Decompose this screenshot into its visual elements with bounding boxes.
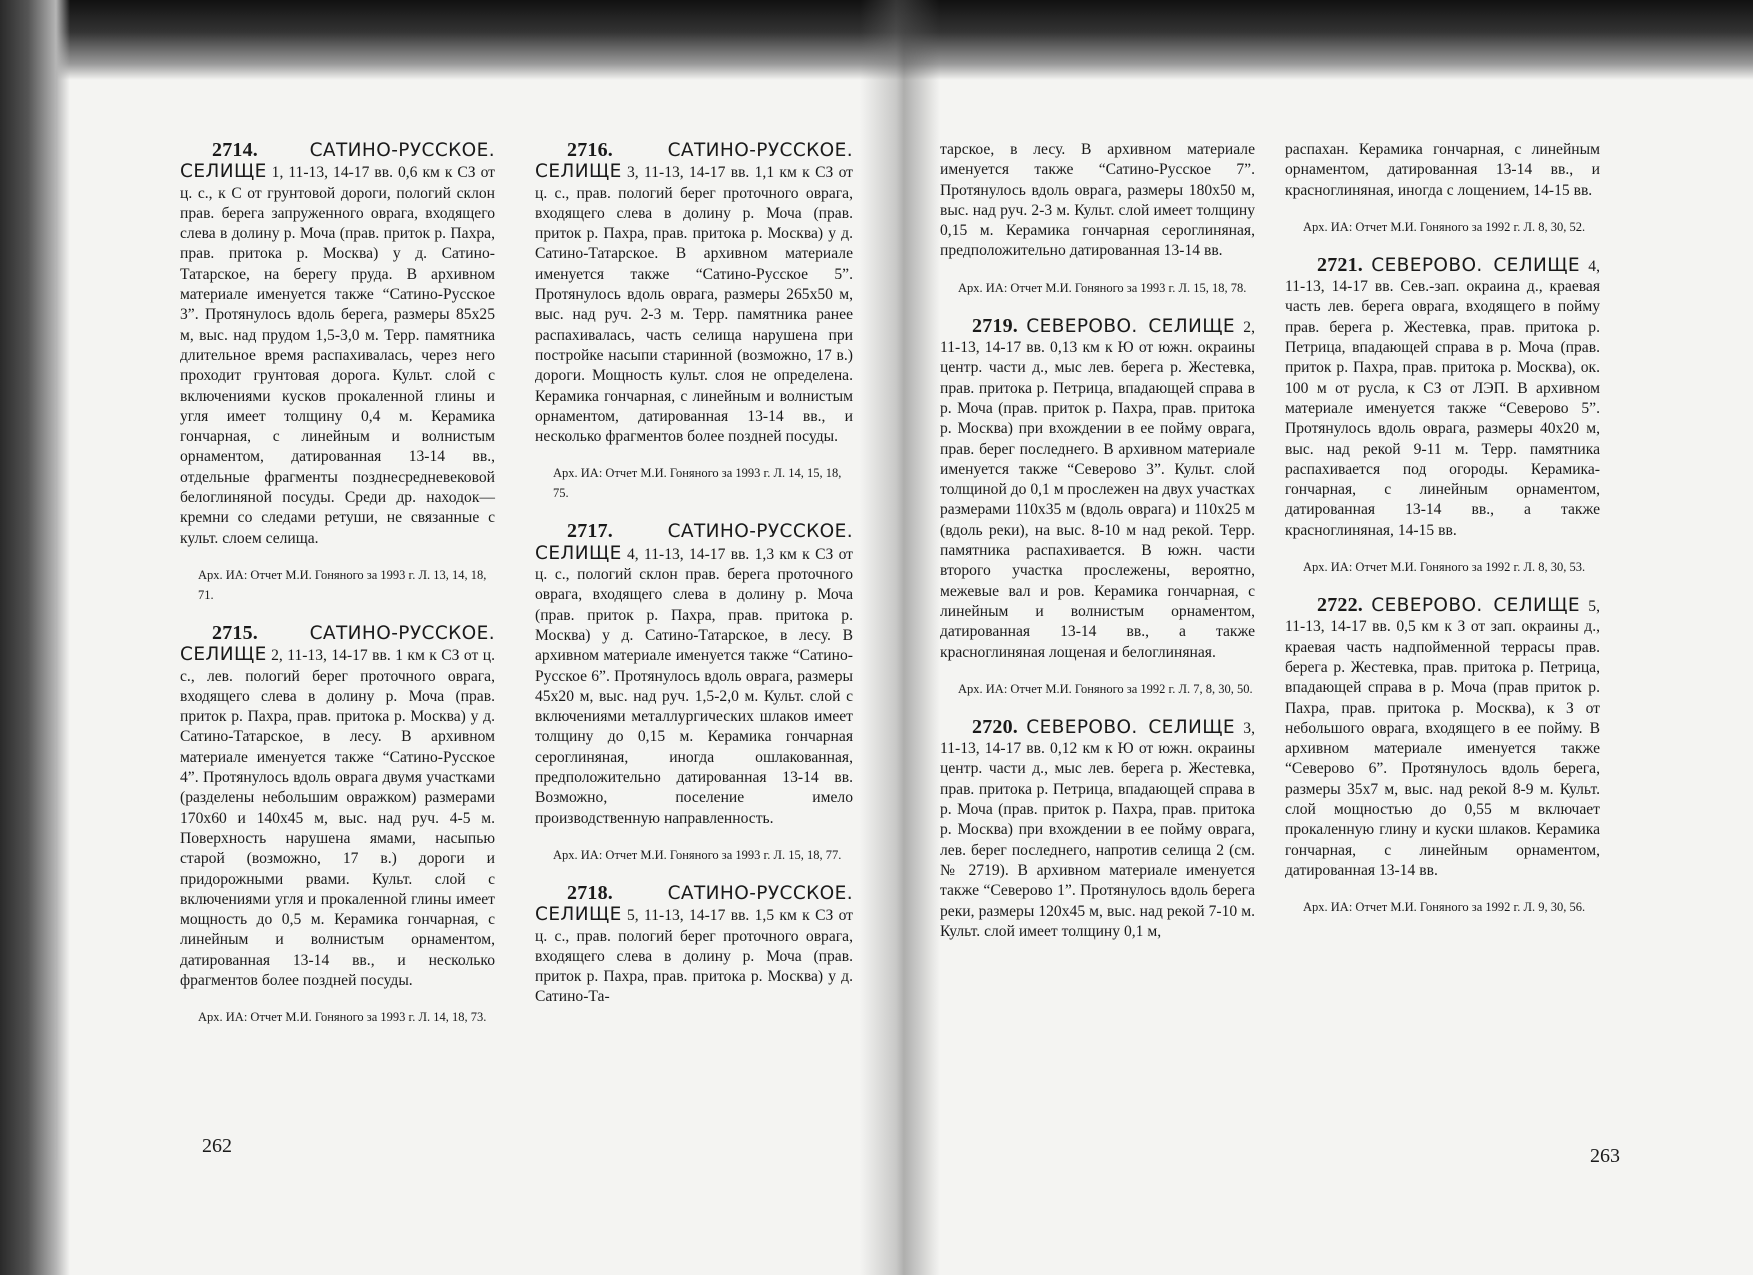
entry-2719 — [940, 316, 1255, 699]
entry-number: 2718. — [567, 881, 613, 904]
entry-source: Арх. ИА: Отчет М.И. Гоняного за 1993 г. Л. 15, 18, 78. — [958, 280, 1247, 295]
entry-number: 2717. — [567, 520, 613, 543]
entry-body — [1285, 595, 1600, 881]
entry-source: Арх. ИА: Отчет М.И. Гоняного за 1993 г. Л. 13, 14, 18, 71. — [198, 567, 487, 602]
entry-name: САТИНО-РУССКОЕ. СЕЛИЩЕ — [180, 140, 495, 183]
column-4 — [1285, 140, 1600, 1150]
entry-name: САТИНО-РУССКОЕ. СЕЛИЩЕ — [535, 140, 853, 183]
entry-source: Арх. ИА: Отчет М.И. Гоняного за 1992 г. Л. 8, 30, 52. — [1303, 219, 1586, 234]
entry-2720 — [940, 717, 1255, 942]
book-gutter — [860, 0, 940, 1275]
entry-text: 3, 11-13, 14-17 вв. 0,12 км к Ю от южн. окраины центр. части д., мыс лев. берега р. Жестевка, прав. притока р. Петрица, впадающей справа в р. Моча (прав. приток р. Пахра, прав. притока р. Москва) при вхождении в ее пойму оврага, лев. берег последнего, напротив селища 2 (см. № 2719). В архивном материале именуется также “Северово 1”. Протянулось вдоль берега реки, размеры 120х45 м, выс. над рекой 7-10 м. Культ. слой имеет толщину 0,1 м, — [940, 719, 1255, 940]
entry-text: распахан. Керамика гончарная, с линейным орнаментом, датированная 13-14 вв., и красноглиняная, иногда с лощением, 14-15 вв. — [1285, 141, 1600, 199]
entry-name: САТИНО-РУССКОЕ. СЕЛИЩЕ — [180, 622, 495, 666]
entry-body — [1285, 255, 1600, 541]
entry-2716 — [535, 140, 853, 503]
entry-text: тарское, в лесу. В архивном материале именуется также “Сатино-Русское 7”. Протянулось вдоль оврага, размеры 180х50 м, выс. над руч. 2-3 м. Культ. слой имеет толщину 0,15 м. Керамика гончарная сероглиняная, предположительно датированная 13-14 вв. — [940, 141, 1255, 260]
entry-body — [940, 316, 1255, 663]
entry-name: СЕВЕРОВО. СЕЛИЩЕ — [1371, 595, 1581, 617]
column-1 — [180, 140, 495, 1150]
entry-body — [535, 521, 853, 828]
entry-text: 4, 11-13, 14-17 вв. Сев.-зап. окраина д., краевая часть лев. берега оврага, входящего в пойму прав. берега р. Жестевка, прав. притока р. Петрица, впадающей справа в р. Моча (прав. приток р. Пахра, прав. притока р. Москва), ок. 100 м от русла, к СЗ от ЛЭП. В архивном материале именуется также “Северово 5”. Протянулось вдоль оврага, размеры 40х20 м, выс. над рекой 9-11 м. Терр. памятника распахивается под огороды. Керамика-гончарная, с линейным орнаментом, датированная 13-14 вв., а также красноглиняная, 14-15 вв. — [1285, 257, 1600, 539]
entry-name: СЕВЕРОВО. СЕЛИЩЕ — [1026, 716, 1236, 738]
entry-number: 2720. — [972, 715, 1018, 738]
entry-2718 — [535, 883, 853, 1008]
column-3 — [940, 140, 1255, 1150]
entry-text: 4, 11-13, 14-17 вв. 1,3 км к СЗ от ц. с., пологий склон прав. берега проточного оврага, входящего слева в долину р. Моча (прав. приток р. Пахра, прав. притока р. Москва) у д. Сатино-Татарское, в лесу. В архивном материале именуется также “Сатино-Русское 6”. Протянулось вдоль оврага, размеры 45х20 м, выс. над руч. 1,5-2,0 м. Культ. слой с включениями металлургических шлаков имеет толщину до 0,15 м. Керамика гончарная сероглиняная, иногда ошлакованная, предположительно датированная 13-14 вв. Возможно, поселение имело производственную направленность. — [535, 545, 853, 827]
entry-text: 2, 11-13, 14-17 вв. 1 км к СЗ от ц. с., лев. пологий берег проточного оврага, входящего слева в долину р. Моча (прав. приток р. Пахра, прав. притока р. Москва) у д. Сатино-Татарское, в лесу. В архивном материале именуется также “Сатино-Русское 4”. Протянулось вдоль оврага двумя участками (разделены небольшим овражком) размерами 170х60 и 140х45 м, выс. над руч. 4-5 м. Поверхность нарушена ямами, насыпью старой (возможно, 17 в.) дороги и придорожными рвами. Культ. слой с включениями угля и прокаленной глины имеет мощность до 0,5 м. Керамика гончарная, с линейным и волнистым орнаментом, датированная 13-14 вв., и несколько фрагментов более поздней посуды. — [180, 647, 495, 989]
entry-number: 2719. — [972, 314, 1018, 337]
entry-name: САТИНО-РУССКОЕ. СЕЛИЩЕ — [535, 521, 853, 564]
entry-text: 1, 11-13, 14-17 вв. 0,6 км к СЗ от ц. с., к С от грунтовой дороги, пологий склон прав. берега запруженного оврага, входящего слева в долину р. Моча (прав. приток р. Пахра, прав. притока р. Москва) у д. Сатино-Татарское, на берегу пруда. В архивном материале именуется также “Сатино-Русское 3”. Протянулось вдоль берега, размеры 85х25 м, выс. над прудом 1,5-3,0 м. Терр. памятника длительное время распахивалась, через него проходит грунтовая дорога. Культ. слой с включениями кусков прокаленной глины и угля имеет толщину 0,4 м. Керамика гончарная, с линейным и волнистым орнаментом, датированная 13-14 вв., отдельные фрагменты позднесредневековой белоглиняной посуды. Среди др. находок—кремни со следами ретуши, не связанные с культ. слоем селища. — [180, 164, 496, 547]
entry-body — [180, 140, 495, 549]
left-page — [180, 139, 853, 1160]
entry-text: 2, 11-13, 14-17 вв. 0,13 км к Ю от южн. окраины центр. части д., мыс лев. берега р. Жестевка, прав. притока р. Петрица, впадающей справа в р. Моча (прав. приток р. Пахра, прав. притока р. Москва) при вхождении в ее пойму оврага, прав. берег последнего. В архивном материале именуется также “Северово 3”. Культ. слой толщиной до 0,1 м прослежен на двух участках размерами 110х35 м (вдоль оврага) и 110х25 м (вдоль реки), на выс. 8-10 м над рекой. Терр. памятника распахивается. В южн. части второго участка прослежены, вероятно, межевые вал и ров. Керамика гончарная, с линейным и волнистым орнаментом, датированная 13-14 вв., а также красноглиняная лощеная и белоглиняная. — [940, 318, 1255, 661]
entry-text: 3, 11-13, 14-17 вв. 1,1 км к СЗ от ц. с., прав. пологий берег проточного оврага, входящего слева в долину р. Моча (прав. приток р. Пахра, прав. притока р. Москва) у д. Сатино-Татарское. В архивном материале именуется также “Сатино-Русское 5”. Протянулось вдоль оврага, размеры 265х50 м, выс. над руч. 2-3 м. Терр. памятника ранее распахивалась, часть селища нарушена при постройке насыпи старинной (возможно, 17 в.) дороги. Мощность культ. слоя не определена. Керамика гончарная, с линейным и волнистым орнаментом, датированная 13-14 вв., и несколько фрагментов более поздней посуды. — [535, 164, 853, 446]
column-2 — [535, 140, 853, 1150]
right-page — [940, 140, 1620, 1167]
entry-source: Арх. ИА: Отчет М.И. Гоняного за 1993 г. Л. 15, 18, 77. — [553, 847, 842, 862]
entry-text: 5, 11-13, 14-17 вв. 0,5 км к З от зап. окраины д., краевая часть надпойменной террасы прав. берега р. Жестевка, прав. притока р. Петрица, впадающей справа в р. Моча (прав приток р. Пахра, прав. притока р. Москва), к З от небольшого оврага, входящего в ее пойму. В архивном материале именуется также “Северово 6”. Протянулось вдоль берега, размеры 35х7 м, выс. над рекой 8-9 м. Культ. слой мощностью до 0,55 м включает прокаленную глину и куски шлаков. Керамика гончарная, с линейным орнаментом, датированная 13-14 вв. — [1285, 598, 1600, 879]
entry-2720-continued — [1285, 140, 1600, 237]
entry-source: Арх. ИА: Отчет М.И. Гоняного за 1992 г. Л. 7, 8, 30, 50. — [958, 681, 1253, 696]
entry-name: СЕВЕРОВО. СЕЛИЩЕ — [1371, 254, 1581, 276]
entry-text: 5, 11-13, 14-17 вв. 1,5 км к СЗ от ц. с., прав. пологий берег проточного оврага, входящего слева в долину р. Моча (прав. приток р. Пахра, прав. притока р. Москва) у д. Сатино-Та- — [535, 907, 853, 1006]
entry-number: 2715. — [212, 621, 258, 644]
entry-number: 2721. — [1317, 253, 1363, 276]
entry-source: Арх. ИА: Отчет М.И. Гоняного за 1993 г. Л. 14, 15, 18, 75. — [553, 466, 842, 501]
entry-number: 2714. — [212, 139, 258, 161]
page-number-right: 263 — [1590, 1145, 1620, 1167]
entry-2721 — [1285, 255, 1600, 577]
entry-body — [180, 623, 495, 991]
entry-2715 — [180, 623, 495, 1027]
left-shadow — [0, 0, 70, 1275]
entry-number: 2716. — [567, 139, 613, 161]
page-number-left: 262 — [202, 1135, 232, 1157]
entry-body — [535, 883, 853, 1008]
entry-number: 2722. — [1317, 594, 1363, 617]
entry-name: СЕВЕРОВО. СЕЛИЩЕ — [1026, 315, 1236, 337]
entry-source: Арх. ИА: Отчет М.И. Гоняного за 1992 г. Л. 8, 30, 53. — [1303, 560, 1586, 575]
entry-body — [535, 140, 853, 447]
entry-2718-continued — [940, 140, 1255, 298]
entry-2722 — [1285, 595, 1600, 917]
entry-source: Арх. ИА: Отчет М.И. Гоняного за 1992 г. Л. 9, 30, 56. — [1303, 900, 1586, 915]
entry-2714 — [180, 140, 495, 605]
entry-body — [940, 717, 1255, 942]
entry-name: САТИНО-РУССКОЕ. СЕЛИЩЕ — [535, 882, 853, 926]
entry-2717 — [535, 521, 853, 864]
entry-source: Арх. ИА: Отчет М.И. Гоняного за 1993 г. Л. 14, 18, 73. — [198, 1010, 487, 1025]
